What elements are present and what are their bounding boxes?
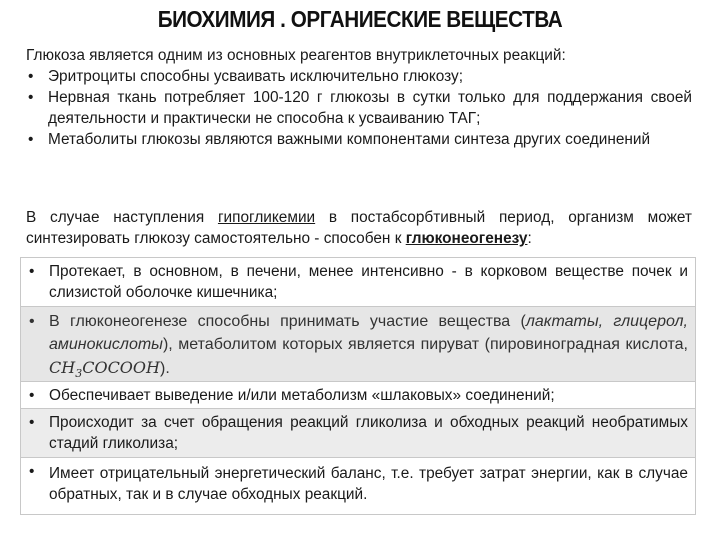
intro-bullet-1: • Эритроциты способны усваивать исключительно глюкозу;	[26, 66, 692, 87]
page-title: БИОХИМИЯ . ОРГАНИЕСКИЕ ВЕЩЕСТВА	[157, 6, 563, 32]
box-location-text: • Протекает, в основном, в печени, менее интенсивно - в корковом веществе почек и слизистой оболочке кишечника;	[27, 261, 688, 303]
intro-bullet-3: • Метаболиты глюкозы являются важными компонентами синтеза других соединений	[26, 129, 692, 150]
box-excretion-text: • Обеспечивает выведение и/или метаболизм «шлаковых» соединений;	[27, 385, 688, 406]
box-substrates-text: • В глюконеогенезе способны принимать участие вещества (лактаты, глицерол, аминокислоты), метаболитом которых является пируват (пировиноградная кислота, $CH_3COCOOH$).	[27, 310, 688, 385]
box-reversal-text: • Происходит за счет обращения реакций гликолиза и обходных реакций необратимых стадий гликолиза;	[27, 412, 688, 454]
box-excretion	[20, 381, 696, 409]
box-substrates	[20, 306, 696, 382]
term-hypoglycemia: гипогликемии	[217, 209, 316, 226]
pyruvate-formula: $CH_3COCOOH$	[49, 358, 160, 381]
box-location	[20, 257, 696, 307]
box-reversal	[20, 408, 696, 458]
box-energy	[20, 457, 696, 515]
gluconeogenesis-paragraph: В случае наступления гипогликемии в постабсорбтивный период, организм может синтезировать глюкозу самостоятельно - способен к глюконеогенезу:	[26, 209, 692, 247]
intro-section	[26, 45, 692, 150]
intro-bullet-2: • Нервная ткань потребляет 100-120 г глюкозы в сутки только для поддержания своей деятельности и практически не способна к усваиванию ТАГ;	[26, 87, 692, 129]
term-gluconeogenesis: глюконеогенезу	[405, 230, 528, 247]
intro-lead: Глюкоза является одним из основных реагентов внутриклеточных реакций:	[26, 47, 566, 64]
box-energy-text: • Имеет отрицательный энергетический баланс, т.е. требует затрат энергии, как в случае обратных, так и в случае обходных реакций.	[27, 461, 688, 505]
substrates-list: лактаты, глицерол, аминокислоты	[49, 313, 688, 353]
